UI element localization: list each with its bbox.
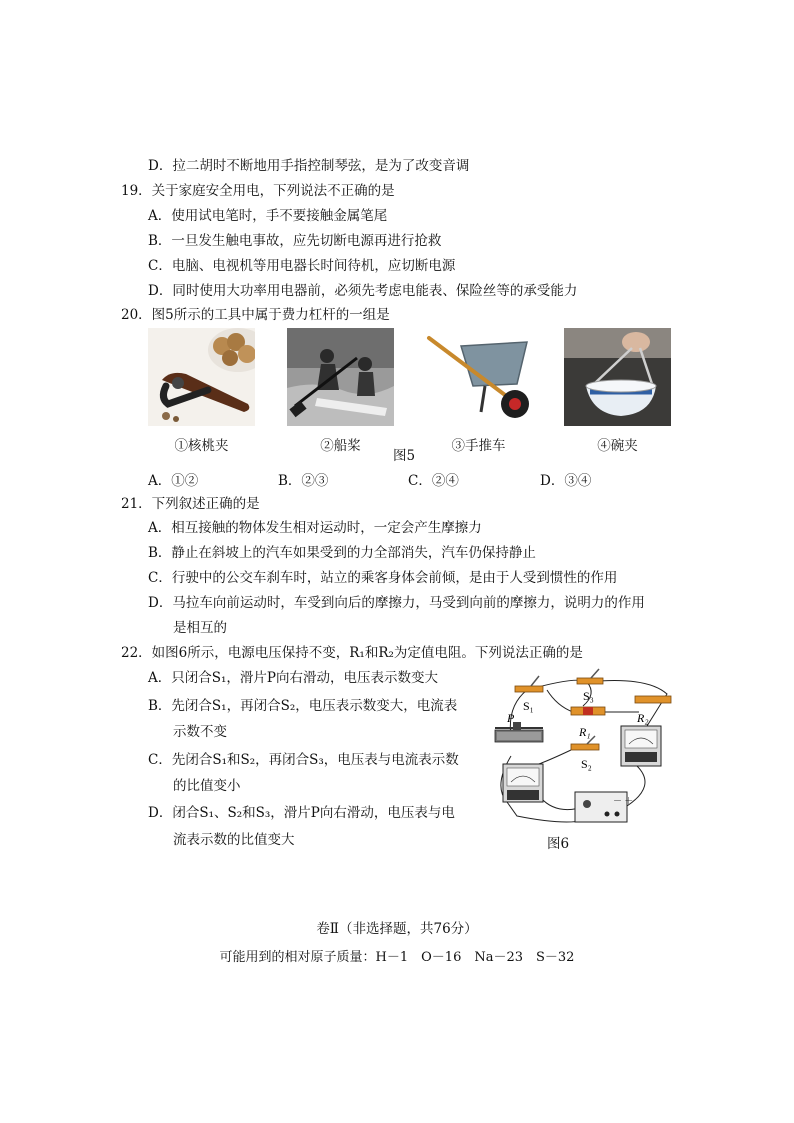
svg-text:－ ＋: － ＋: [613, 796, 634, 806]
q19-option-d: D．同时使用大功率用电器前，必须先考虑电能表、保险丝等的承受能力: [148, 283, 578, 299]
q19-option-c: C．电脑、电视机等用电器长时间待机，应切断电源: [148, 258, 456, 274]
label-s1: S₁: [523, 699, 534, 713]
canoe-paddle-photo: [287, 328, 394, 426]
q22-option-d-line2: 流表示数的比值变大: [173, 832, 295, 848]
label-s3: S₃: [583, 689, 594, 703]
label-r2: R₂: [637, 711, 649, 725]
q20-choice-b: B．②③: [278, 473, 329, 489]
q20-choice-a: A．①②: [148, 473, 199, 489]
q22-option-a: A．只闭合S₁，滑片P向右滑动，电压表示数变大: [148, 670, 438, 686]
q22-option-d-line1: D．闭合S₁、S₂和S₃，滑片P向右滑动，电压表与电: [148, 805, 455, 821]
caption-walnut-cracker: ①核桃夹: [174, 438, 229, 454]
section-title: 卷Ⅱ（非选择题，共76分）: [316, 921, 478, 937]
q22-option-b-line2: 示数不变: [173, 724, 227, 740]
q19-option-a: A．使用试电笔时，手不要接触金属笔尾: [148, 208, 388, 224]
q21-option-b: B．静止在斜坡上的汽车如果受到的力全部消失，汽车仍保持静止: [148, 545, 536, 561]
label-p: P: [507, 711, 515, 725]
q21-option-c: C．行驶中的公交车刹车时，站立的乘客身体会前倾，是由于人受到惯性的作用: [148, 570, 618, 586]
walnut-cracker-photo: [148, 328, 255, 426]
q20-stem: 20．图5所示的工具中属于费力杠杆的一组是: [121, 307, 390, 323]
figure-5-label: 图5: [393, 448, 416, 464]
q20-choice-c: C．②④: [408, 473, 459, 489]
caption-wheelbarrow: ③手推车: [451, 438, 506, 454]
q21-stem: 21．下列叙述正确的是: [121, 496, 260, 512]
q19-option-b: B．一旦发生触电事故，应先切断电源再进行抢救: [148, 233, 442, 249]
q19-stem: 19．关于家庭安全用电，下列说法不正确的是: [121, 183, 395, 199]
q22-option-b-line1: B．先闭合S₁，再闭合S₂，电压表示数变大，电流表: [148, 698, 458, 714]
circuit-diagram: [487, 666, 677, 834]
bowl-clamp-photo: [564, 328, 671, 426]
q22-option-c-line2: 的比值变小: [173, 778, 241, 794]
caption-bowl-clamp: ④碗夹: [597, 438, 638, 454]
q18-option-d: D．拉二胡时不断地用手指控制琴弦，是为了改变音调: [148, 158, 470, 174]
q21-option-a: A．相互接触的物体发生相对运动时，一定会产生摩擦力: [148, 520, 482, 536]
q21-option-d-line1: D．马拉车向前运动时，车受到向后的摩擦力，马受到向前的摩擦力，说明力的作用: [148, 595, 645, 611]
label-s2: S₂: [581, 757, 592, 771]
q22-stem: 22．如图6所示，电源电压保持不变，R₁和R₂为定值电阻。下列说法正确的是: [121, 645, 583, 661]
label-r1: R₁: [579, 725, 591, 739]
q22-option-c-line1: C．先闭合S₁和S₂，再闭合S₃，电压表与电流表示数: [148, 752, 459, 768]
q21-option-d-line2: 是相互的: [173, 620, 227, 636]
caption-paddle: ②船桨: [320, 438, 361, 454]
atomic-masses: 可能用到的相对原子质量：H－1 O－16 Na－23 S－32: [219, 950, 575, 965]
figure-6-label: 图6: [547, 836, 570, 852]
q20-choice-d: D．③④: [540, 473, 592, 489]
wheelbarrow-photo: [425, 328, 532, 426]
